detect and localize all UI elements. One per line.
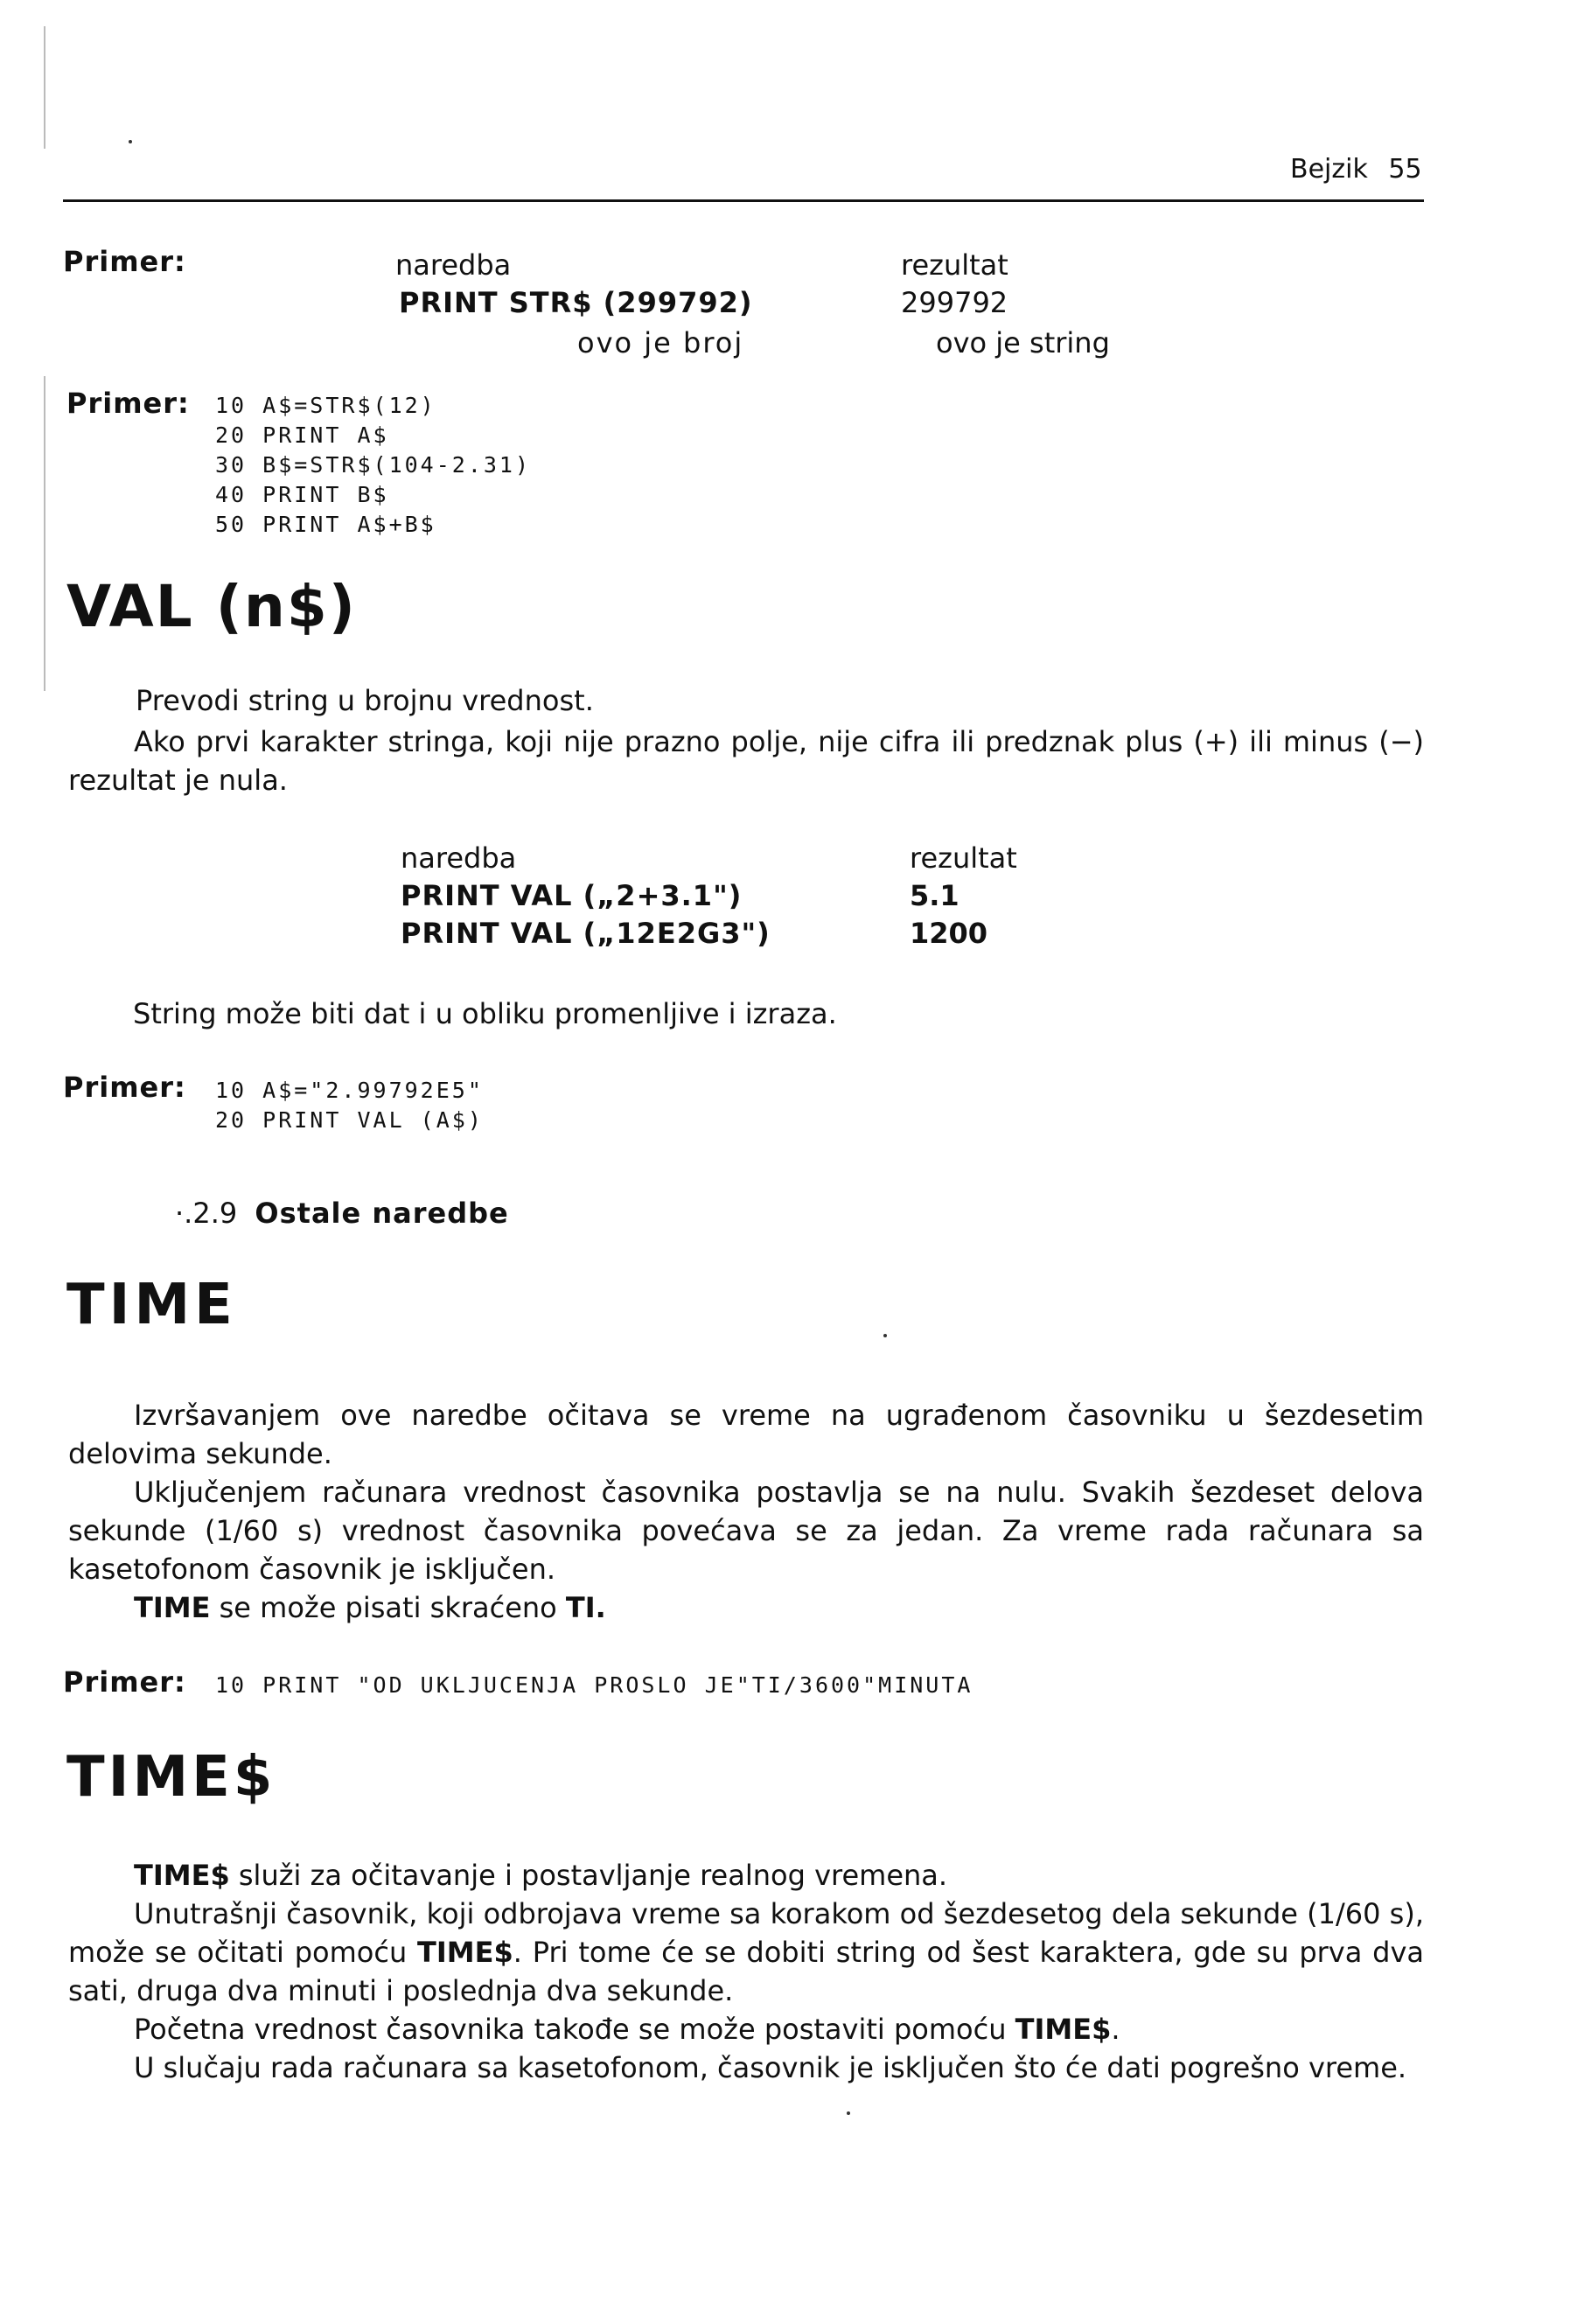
example-label: Primer: (66, 387, 190, 420)
paragraph-text: Početna vrednost časovnika takođe se može postaviti pomoću TIME$. (134, 2013, 1120, 2046)
header-rule (63, 199, 1424, 202)
column-header-command: naredba (401, 841, 517, 875)
paragraph: String može biti dat i u obliku promenljive i izraza. (133, 997, 837, 1030)
paragraph: Prevodi string u brojnu vrednost. (136, 684, 594, 717)
command-text: PRINT STR$ (299792) (399, 286, 753, 319)
subsection-heading (175, 1195, 509, 1232)
command-text: PRINT VAL („2+3.1") (401, 879, 743, 912)
code-line: 10 PRINT "OD UKLJUCENJA PROSLO JE"TI/3600"MINUTA (215, 1672, 973, 1698)
paragraph-block (68, 1396, 1424, 1627)
paragraph-text: TIME se može pisati skraćeno TI. (134, 1591, 606, 1624)
code-line: 50 PRINT A$+B$ (215, 512, 436, 537)
example-label: Primer: (63, 1071, 186, 1104)
paragraph-text: Unutrašnji časovnik, koji odbrojava vreme sa korakom od šezdesetog dela sekunde (1/60 s), može se očitati pomoću TIME$. Pri tome će se dobiti string od šest karaktera, gde su prva dva sati, druga dva minuti i poslednja dva sekunde. (68, 1897, 1425, 2007)
book-title: Bejzik (1290, 154, 1368, 185)
code-line: 20 PRINT A$ (215, 422, 389, 448)
scan-speck (847, 2111, 850, 2115)
scan-edge-line (44, 26, 45, 149)
paragraph-block (68, 1856, 1424, 2087)
subsection-title: Ostale naredbe (255, 1197, 509, 1230)
section-heading: VAL (n$) (66, 573, 357, 640)
example-label: Primer: (63, 1665, 186, 1699)
code-line: 20 PRINT VAL (A$) (215, 1107, 484, 1133)
paragraph-text: Izvršavanjem ove naredbe očitava se vreme na ugrađenom časovniku u šezdesetim delovima sekunde. (68, 1399, 1424, 1470)
code-line: 10 A$=STR$(12) (215, 393, 436, 418)
section-heading: TIME$ (66, 1745, 276, 1810)
scan-speck (883, 1334, 887, 1337)
command-text: PRINT VAL („12E2G3") (401, 917, 771, 950)
subsection-number: ·.2.9 (175, 1197, 238, 1230)
column-header-result: rezultat (910, 841, 1017, 875)
running-header (1290, 154, 1422, 185)
example-label: Primer: (63, 245, 186, 278)
paragraph (68, 722, 1424, 799)
scan-speck (129, 140, 132, 143)
scan-edge-line (44, 376, 45, 691)
code-line: 30 B$=STR$(104-2.31) (215, 452, 532, 478)
paragraph-text: Uključenjem računara vrednost časovnika postavlja se na nulu. Svakih šezdeset delova sekunde (1/60 s) vrednost časovnika povećava se za jedan. Za vreme rada računara sa kasetofonom časovnik je isključen. (68, 1476, 1424, 1586)
page-number: 55 (1388, 154, 1422, 185)
result-note: ovo je string (936, 326, 1110, 359)
column-header-result: rezultat (901, 248, 1008, 282)
paragraph-text: Ako prvi karakter stringa, koji nije prazno polje, nije cifra ili predznak plus (+) ili minus (−) rezultat je nula. (68, 725, 1424, 797)
result-value: 299792 (901, 286, 1008, 319)
command-note: ovo je broj (577, 326, 744, 359)
paragraph-text: TIME$ služi za očitavanje i postavljanje realnog vremena. (134, 1859, 948, 1892)
code-line: 40 PRINT B$ (215, 482, 389, 507)
section-heading: TIME (66, 1273, 237, 1337)
result-value: 1200 (910, 917, 988, 950)
column-header-command: naredba (395, 248, 512, 282)
code-line: 10 A$="2.99792E5" (215, 1078, 484, 1103)
paragraph-text: U slučaju rada računara sa kasetofonom, časovnik je isključen što će dati pogrešno vreme. (134, 2051, 1407, 2084)
result-value: 5.1 (910, 879, 959, 912)
